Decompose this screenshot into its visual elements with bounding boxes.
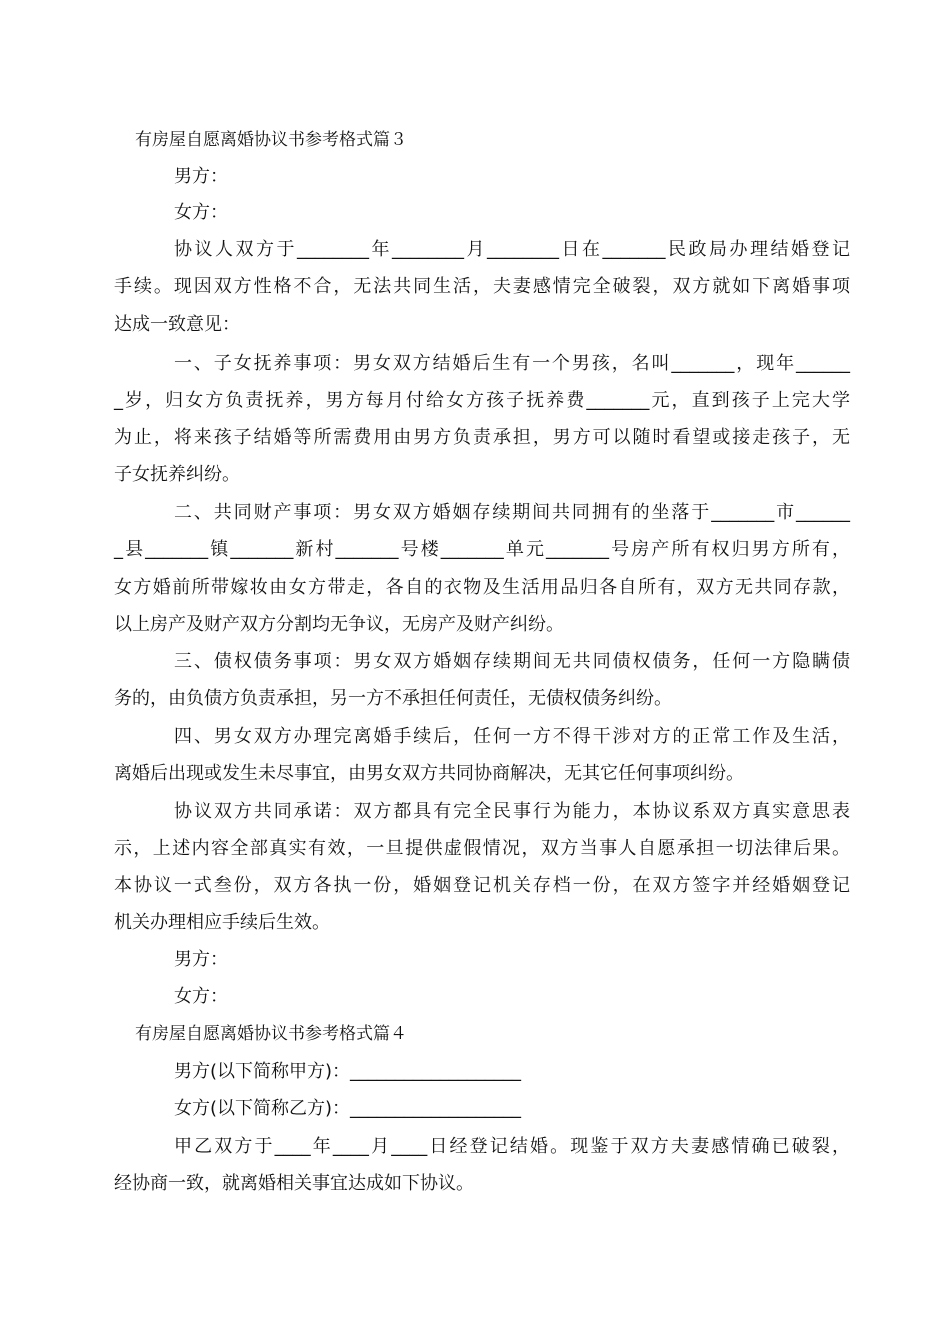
text-line: 达成一致意见： xyxy=(114,314,240,335)
text-line: 示，上述内容全部真实有效，一旦提供虚假情况，双方当事人自愿承担一切法律后果。 xyxy=(114,838,850,859)
section-3-title: 有房屋自愿离婚协议书参考格式篇３ xyxy=(135,130,407,150)
text-line: 手续。现因双方性格不合，无法共同生活，夫妻感情完全破裂，双方就如下离婚事项 xyxy=(114,276,850,297)
text-line: 二、共同财产事项：男女双方婚姻存续期间共同拥有的坐落于_______市______ xyxy=(174,502,850,523)
text-line: 机关办理相应手续后生效。 xyxy=(114,912,330,933)
text-line: 三、债权债务事项：男女双方婚姻存续期间无共同债权债务，任何一方隐瞒债 xyxy=(174,651,850,672)
text-line: 协议人双方于________年________月________日在_______民政局办理结婚登记 xyxy=(174,239,850,260)
party-b-label: 女方(以下简称乙方)：___________________ xyxy=(174,1098,522,1119)
female-party-label: 女方： xyxy=(174,202,228,223)
signature-male-label: 男方： xyxy=(174,949,228,970)
section-4-title: 有房屋自愿离婚协议书参考格式篇４ xyxy=(135,1024,407,1044)
signature-female-label: 女方： xyxy=(174,986,228,1007)
text-line: 甲乙双方于____年____月____日经登记结婚。现鉴于双方夫妻感情确已破裂， xyxy=(174,1136,850,1157)
text-line: 一、子女抚养事项：男女双方结婚后生有一个男孩，名叫_______，现年______ xyxy=(174,353,850,374)
text-line: 四、男女双方办理完离婚手续后，任何一方不得干涉对方的正常工作及生活， xyxy=(174,726,850,747)
text-line: 离婚后出现或发生未尽事宜，由男女双方共同协商解决，无其它任何事项纠纷。 xyxy=(114,763,744,784)
text-line: 为止，将来孩子结婚等所需费用由男方负责承担，男方可以随时看望或接走孩子，无 xyxy=(114,427,850,448)
text-line: 以上房产及财产双方分割均无争议，无房产及财产纠纷。 xyxy=(114,614,564,635)
text-line: _岁，归女方负责抚养，男方每月付给女方孩子抚养费_______元，直到孩子上完大学 xyxy=(114,390,850,411)
text-line: 女方婚前所带嫁妆由女方带走，各自的衣物及生活用品归各自所有，双方无共同存款， xyxy=(114,577,850,598)
text-line: 子女抚养纠纷。 xyxy=(114,464,240,485)
text-line: 务的，由负债方负责承担，另一方不承担任何责任，无债权债务纠纷。 xyxy=(114,688,672,709)
male-party-label: 男方： xyxy=(174,166,228,187)
text-line: _县_______镇_______新村_______号楼_______单元_______号房产所有权归男方所有， xyxy=(114,539,850,560)
party-a-label: 男方(以下简称甲方)：___________________ xyxy=(174,1061,522,1082)
text-line: 本协议一式叁份，双方各执一份，婚姻登记机关存档一份，在双方签字并经婚姻登记 xyxy=(114,875,850,896)
text-line: 协议双方共同承诺：双方都具有完全民事行为能力，本协议系双方真实意思表 xyxy=(174,801,850,822)
text-line: 经协商一致，就离婚相关事宜达成如下协议。 xyxy=(114,1173,474,1194)
